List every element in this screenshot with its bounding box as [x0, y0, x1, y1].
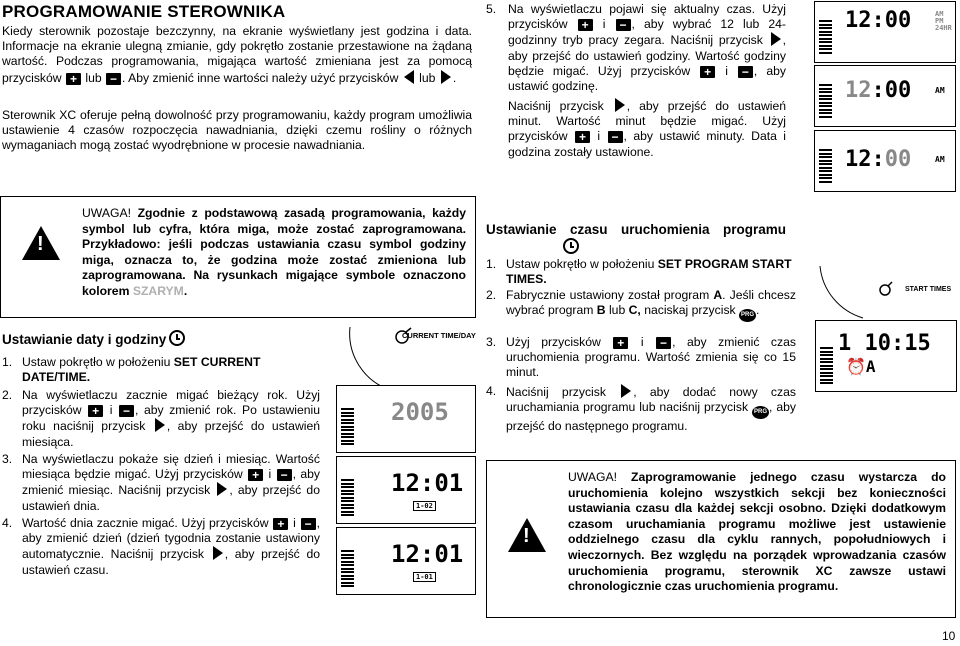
- prg-button-icon: PRG: [752, 406, 769, 419]
- station-bars: [819, 84, 832, 119]
- lcd-clock-mode: 12:00 AM PM 24HR: [814, 1, 956, 63]
- warning-2-text: UWAGA! Zaprogramowanie jednego czasu wystarcza do uruchomienia kolejno wszystkich sekcji bez konieczności ustawiania czasu dla każdej sekcji osobno. Dzięki dodatkowym czasom uruchamiania programu możliwe jest ustawienie oddzielnego czasu dla cyklu rannych, popołudniowych i wieczornych. Bez względu na porządek wprowadzania czasów uruchomienia programu, sterownik XC zawsze ustawi chronologicznie czas uruchomienia programu.: [568, 470, 946, 594]
- station-bars: [341, 550, 354, 589]
- lcd-hour: 12:00 AM: [814, 65, 956, 127]
- lcd-start-time: 1 10:15 ⏰A: [815, 320, 957, 392]
- warning-triangle-icon: [508, 518, 546, 552]
- right-arrow-icon: [615, 98, 625, 112]
- time-step-5: 5. Na wyświetlaczu pojawi się aktualny czas. Użyj przycisków + i − , aby wybrać 12 lub 24-godzinny tryb pracy zegara. Naciśnij przycisk , aby przejść do ustawień godziny. Wartość godziny będzie migać. Użyj przycisków + i − , aby ustawić godzinę.: [486, 2, 786, 94]
- station-bars: [341, 479, 354, 518]
- plus-button-icon: +: [575, 131, 590, 143]
- page-number: 10: [942, 629, 956, 643]
- warning-1-text: UWAGA! Zgodnie z podstawową zasadą programowania, każdy symbol lub cyfra, która miga, może zostać zaprogramowana. Przykładowo: jeśli podczas ustawiania czasu symbol godziny miga, oznacza to, że godzina może zostać zmieniona lub zaprogramowana. Na rysunkach migające symbole oznaczono kolorem SZARYM.: [82, 206, 466, 298]
- plus-button-icon: +: [613, 337, 628, 349]
- minus-button-icon: −: [616, 19, 631, 31]
- minus-button-icon: −: [608, 131, 623, 143]
- right-arrow-icon: [217, 482, 227, 496]
- date-step-3: 3. Na wyświetlaczu pokaże się dzień i miesiąc. Wartość miesiąca będzie migać. Użyj przycisków + i − , aby zmienić miesiąc. Naciśnij przycisk , aby przejść do ustawień dnia.: [2, 452, 321, 513]
- plus-button-icon: +: [66, 73, 81, 85]
- date-step-2: 2. Na wyświetlaczu zacznie migać bieżący rok. Użyj przycisków + i − , aby zmienić rok. Po ustawieniu roku naciśnij przycisk , aby przejść do ustawień miesiąca.: [2, 388, 321, 449]
- start-step-3: 3. Użyj przycisków + i − , aby zmienić czas uruchomienia programu. Wartość zmienia się co 15 minut.: [486, 335, 796, 380]
- clock-icon: [169, 330, 185, 346]
- station-bars: [341, 408, 354, 447]
- minute-digits: 00: [884, 147, 912, 172]
- page-title: PROGRAMOWANIE STEROWNIKA: [2, 2, 286, 21]
- start-section-heading: Ustawianie czasu uruchomienia programu: [486, 222, 786, 237]
- date-step-4: 4. Wartość dnia zacznie migać. Użyj przycisków + i − , aby zmienić dzień (dzień tygodnia zostanie ustawiony automatycznie. Naciśnij przycisk , aby przejść do ustawień czasu.: [2, 516, 321, 577]
- station-bars: [819, 20, 832, 55]
- station-bars: [820, 347, 833, 386]
- start-step-2: 2. Fabrycznie ustawiony został program A. Jeśli chcesz wybrać program B lub C, naciskaj przycisk PRG .: [506, 288, 796, 322]
- warning-triangle-icon: [22, 226, 60, 260]
- minus-button-icon: −: [106, 73, 121, 85]
- lcd-minute: 12:00 AM: [814, 130, 956, 192]
- plus-button-icon: +: [273, 518, 288, 530]
- station-bars: [819, 149, 832, 184]
- date-step-1: 1. Ustaw pokrętło w położeniu SET CURRENT DATE/TIME.: [2, 355, 261, 385]
- lcd-day: 12:01 1-01: [336, 527, 476, 595]
- prg-button-icon: PRG: [739, 309, 756, 322]
- plus-button-icon: +: [578, 19, 593, 31]
- alarm-clock-icon: [563, 238, 579, 254]
- minus-button-icon: −: [119, 405, 134, 417]
- plus-button-icon: +: [88, 405, 103, 417]
- intro-paragraph-2: Sterownik XC oferuje pełną dowolność przy programowaniu, każdy program umożliwia ustawienie 4 czasów rozpoczęcia nawadniania, dzięki czemu rośliny o różnych wymaganiach mogą zostać wyodrębnione w procesie nawadniania.: [2, 108, 472, 153]
- hour-digits: 12: [845, 78, 872, 103]
- intro-paragraph-1: Kiedy sterownik pozostaje bezczynny, na ekranie wyświetlany jest godzina i data. Informacje na ekranie ulegną zmianie, gdy pokrętło zostanie przestawione na żądaną wartość. Podczas programowania, migająca wartość zmieniana jest za pomocą przycisków + lub − . Aby zmienić inne wartości należy użyć przycisków lub .: [2, 24, 472, 86]
- dial-label-start-times: START TIMES: [905, 286, 952, 293]
- date-section-heading: Ustawianie daty i godziny: [2, 330, 185, 347]
- right-arrow-icon: [441, 70, 451, 84]
- minus-button-icon: −: [738, 66, 753, 78]
- right-arrow-icon: [771, 32, 781, 46]
- left-arrow-icon: [404, 70, 414, 84]
- minus-button-icon: −: [277, 469, 292, 481]
- minus-button-icon: −: [656, 337, 671, 349]
- plus-button-icon: +: [248, 469, 263, 481]
- minus-button-icon: −: [301, 518, 316, 530]
- right-arrow-icon: [213, 546, 223, 560]
- start-step-4: 4. Naciśnij przycisk , aby dodać nowy czas uruchamiania programu lub naciśnij przycisk PRG , aby przejść do następnego programu.: [486, 384, 796, 434]
- plus-button-icon: +: [700, 66, 715, 78]
- right-arrow-icon: [155, 418, 165, 432]
- right-arrow-icon: [621, 384, 631, 398]
- lcd-year: 2005: [336, 385, 476, 453]
- dial-label-current-time: CURRENT TIME/DAY: [402, 331, 476, 340]
- time-step-5-minutes: Naciśnij przycisk , aby przejść do ustawień minut. Wartość minut będzie migać. Użyj przycisków + i − , aby ustawić minuty. Data i godzina zostały ustawione.: [508, 99, 787, 159]
- lcd-month: 12:01 1-02: [336, 456, 476, 524]
- start-step-1: 1. Ustaw pokrętło w położeniu SET PROGRAM START TIMES.: [486, 257, 792, 287]
